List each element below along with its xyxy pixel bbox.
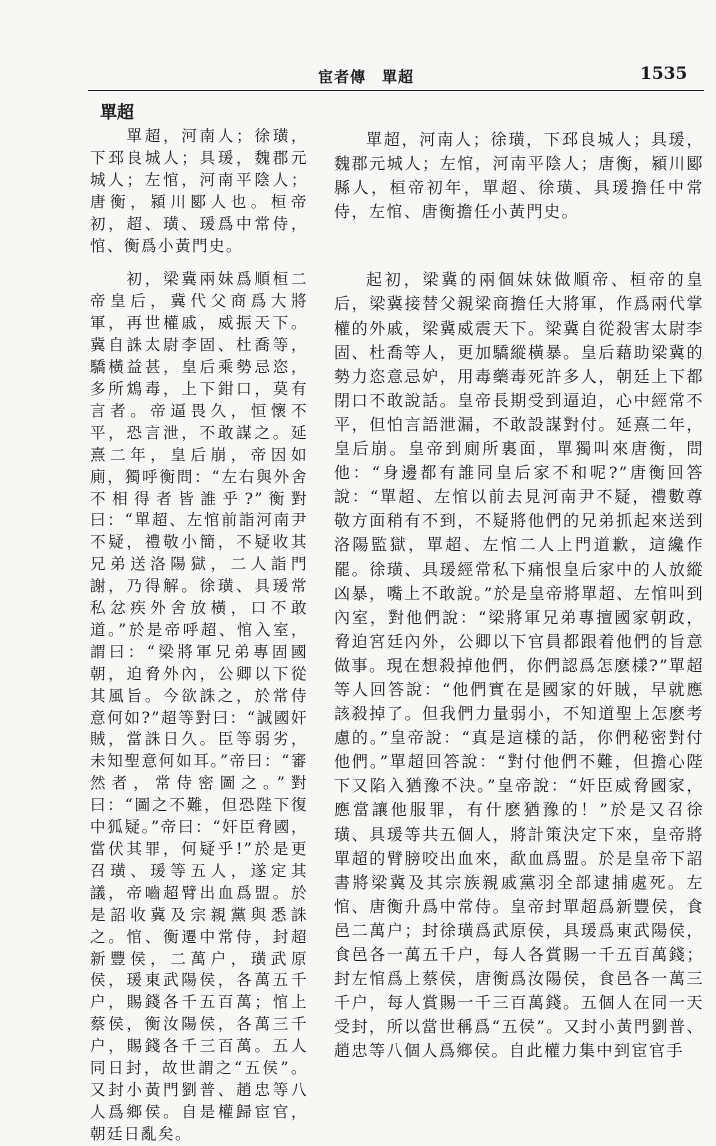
original-paragraph-1: 單超，河南人；徐璜，下邳良城人；具瑗，魏郡元城人；左悺，河南平陰人；唐衡，潁川郾人也。桓帝初，超、璜、瑗爲中常侍，悺、衡爲小黃門史。 [90,127,308,255]
running-title: 宦者傳 單超 [318,68,415,86]
translation-paragraph-1: 單超，河南人；徐璜，下邳良城人；具瑗，魏郡元城人；左悺，河南平陰人；唐衡，潁川郾縣人，桓帝初年，單超、徐璜、具瑗擔任中常侍，左悺、唐衡擔任小黃門史。 [334,130,704,222]
page-number: 1535 [640,64,688,84]
translation-paragraph-2: 起初，梁冀的兩個妹妹做順帝、桓帝的皇后，梁冀接替父親梁商擔任大將軍，作爲兩代掌權的外戚，梁冀威震天下。梁冀自從殺害太尉李固、杜喬等人，更加驕縱橫暴。皇后藉助梁冀的勢力恣意忌妒，用毒藥毒死許多人，朝廷上下都閉口不敢說話。皇帝長期受到逼迫，心中經常不平，但怕言語泄漏，不敢設謀對付。延熹二年，皇后崩。皇帝到廁所裏面，單獨叫來唐衡，問他：“身邊都有誰同皇后家不和呢?”唐衡回答說：“單超、左悺以前去見河南尹不疑，禮數尊敬方面稍有不到，不疑將他們的兄弟抓起來送到洛陽監獄，單超、左悺二人上門道歉，這纔作罷。徐璜、具瑗經常私下痛恨皇后家中的人放縱凶暴，嘴上不敢說。”於是皇帝將單超、左悺叫到內室，對他們說：“梁將軍兄弟專擅國家朝政，脅迫宮廷內外，公卿以下官員都跟着他們的旨意做事。現在想殺掉他們，你們認爲怎麽樣?”單超等人回答說：“他們實在是國家的奸賊，早就應該殺掉了。但我們力量弱小，不知道聖上怎麽考慮的。”皇帝說：“真是這樣的話，你們秘密對付他們。”單超回答說：“對付他們不難，但擔心陛下又陷入猶豫不決。”皇帝說：“奸臣威脅國家，應當讓他服罪，有什麽猶豫的！”於是又召徐璜、具瑗等共五個人，將計策決定下來，皇帝將單超的臂膀咬出血來，歃血爲盟。於是皇帝下詔書將梁冀及其宗族親戚黨羽全部逮捕處死。左悺、唐衡升爲中常侍。皇帝封單超爲新豐侯，食邑二萬户；封徐璜爲武原侯，具瑗爲東武陽侯，食邑各一萬五千户，每人各賞賜一千五百萬錢；封左悺爲上蔡侯，唐衡爲汝陽侯，食邑各一萬三千户，每人賞賜一千三百萬錢。五個人在同一天受封，所以當世稱爲“五侯”。又封小黃門劉普、趙忠等八個人爲鄉侯。自此權力集中到宦官手 [334,270,704,1061]
original-text-column [90,126,308,1146]
section-title: 單超 [100,103,134,123]
original-paragraph-2: 初，梁冀兩妹爲順桓二帝皇后，冀代父商爲大將軍，再世權戚，威振天下。冀自誅太尉李固、杜喬等，驕橫益甚，皇后乘勢忌恣，多所鴆毒，上下鉗口，莫有言者。帝逼畏久，恒懷不平，恐言泄，不敢謀之。延熹二年，皇后崩，帝因如廁，獨呼衡問：“左右與外舍不相得者皆誰乎?”衡對曰：“單超、左悺前詣河南尹不疑，禮敬小簡，不疑收其兄弟送洛陽獄，二人詣門謝，乃得解。徐璜、具瑗常私忿疾外舍放橫，口不敢道。”於是帝呼超、悺入室，謂曰：“梁將軍兄弟專固國朝，迫脅外內，公卿以下從其風旨。今欲誅之，於常侍意何如?”超等對曰：“誠國奸賊，當誅日久。臣等弱劣，未知聖意何如耳。”帝曰：“審然者，常侍密圖之。”對曰：“圖之不難，但恐陛下復中狐疑。”帝曰：“奸臣脅國，當伏其罪，何疑乎!”於是更召璜、瑗等五人，遂定其議，帝嚙超臂出血爲盟。於是詔收冀及宗親黨與悉誅之。悺、衡遷中常侍，封超新豐侯，二萬户，璜武原侯，瑗東武陽侯，各萬五千户，賜錢各千五百萬；悺上蔡侯，衡汝陽侯，各萬三千户，賜錢各千三百萬。五人同日封，故世謂之“五侯”。又封小黃門劉普、趙忠等八人爲鄉侯。自是權歸宦官，朝廷日亂矣。 [90,270,308,1143]
translation-column [334,128,704,1063]
running-header [0,60,716,90]
header-rule [88,90,704,91]
